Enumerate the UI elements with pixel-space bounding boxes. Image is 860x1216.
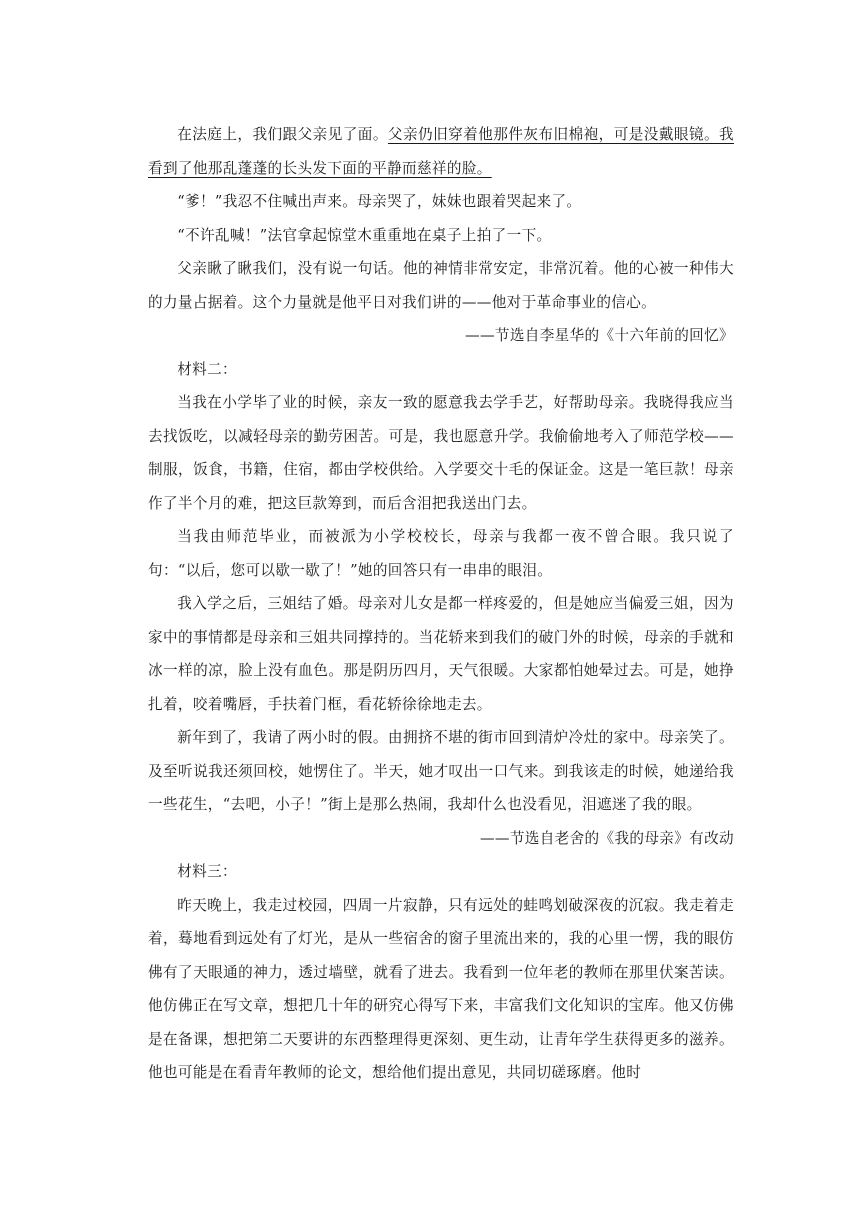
paragraph-third-sister: 我入学之后，三姐结了婚。母亲对儿女是都一样疼爱的，但是她应当偏爱三姐，因为家中的事情都是母亲和三姐共同撑持的。当花轿来到我们的破门外的时候，母亲的手就和冰一样的凉，脸上没有血色。那是阴历四月，天气很暖。大家都怕她晕过去。可是，她挣扎着，咬着嘴唇，手扶着门框，看花轿徐徐地走去。 [148,595,734,713]
paragraph-cry-out: “爹！”我忍不住喊出声来。母亲哭了，妹妹也跟着哭起来了。 [177,193,582,210]
paragraph-campus-night: 昨天晚上，我走过校园，四周一片寂静，只有远处的蛙鸣划破深夜的沉寂。我走着走着，蓦地看到远处有了灯光，是从一些宿舍的窗子里流出来的，我的心里一愣，我的眼仿佛有了天眼通的神力，透过墙壁，就看了进去。我看到一位年老的教师在那里伏案苦读。他仿佛正在写文章，想把几十年的研究心得写下来，丰富我们文化知识的宝库。他又仿佛是在备课，想把第二天要讲的东西整理得更深刻、更生动，让青年学生获得更多的滋养。他也可能是在看青年教师的论文，想给他们提出意见，共同切磋琢磨。他时 [148,896,734,1081]
paragraph-courtroom-plain: 在法庭上，我们跟父亲见了面。 [177,126,388,143]
document-page [148,118,734,1090]
paragraph-new-year: 新年到了，我请了两小时的假。由拥挤不堪的街市回到清炉冷灶的家中。母亲笑了。及至听说我还须回校，她愣住了。半天，她才叹出一口气来。到我该走的时候，她递给我一些花生，“去吧，小子！”街上是那么热闹，我却什么也没看见，泪遮迷了我的眼。 [148,729,734,813]
underlined-sentence: 父亲仍旧穿着他那件灰布旧棉袍，可是没戴眼镜。我看到了他那乱蓬蓬的长头发下面的平静而慈祥的脸。 [148,126,734,177]
material-3-heading: 材料三： [177,863,237,880]
source-citation-2: ——节选自老舍的《我的母亲》有改动 [479,829,734,847]
paragraph-courtroom [148,118,734,185]
material-2-heading: 材料二： [177,360,237,378]
paragraph-graduation: 当我由师范毕业，而被派为小学校校长，母亲与我都一夜不曾合眼。我只说了句：“以后，您可以歇一歇了！”她的回答只有一串串的眼泪。 [148,528,734,579]
paragraph-father-calm: 父亲瞅了瞅我们，没有说一句话。他的神情非常安定，非常沉着。他的心被一种伟大的力量占据着。这个力量就是他平日对我们讲的——他对于革命事业的信心。 [148,260,734,311]
paragraph-normal-school: 当我在小学毕了业的时候，亲友一致的愿意我去学手艺，好帮助母亲。我晓得我应当去找饭吃，以减轻母亲的勤劳困苦。可是，我也愿意升学。我偷偷地考入了师范学校——制服，饭食，书籍，住宿，都由学校供给。入学要交十毛的保证金。这是一笔巨款！母亲作了半个月的难，把这巨款筹到，而后含泪把我送出门去。 [148,394,734,512]
source-citation-1: ——节选自李星华的《十六年前的回忆》 [465,327,734,344]
paragraph-judge: “不许乱喊！”法官拿起惊堂木重重地在桌子上拍了一下。 [177,226,552,244]
